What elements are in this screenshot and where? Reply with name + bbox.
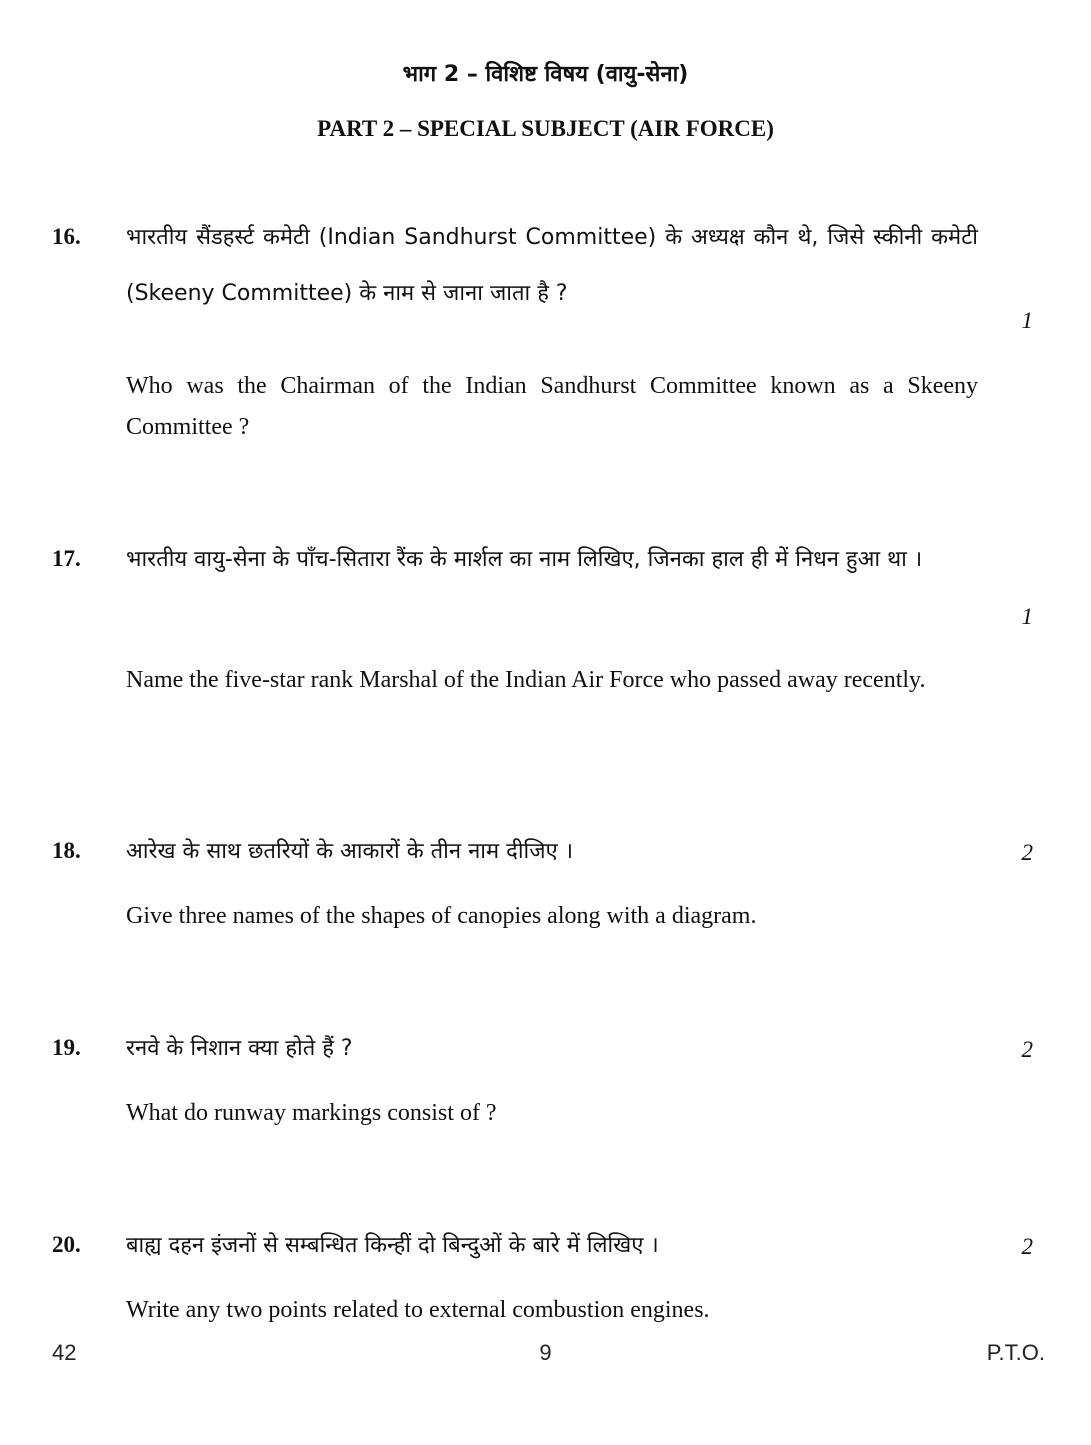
- question-text-hindi: भारतीय सैंडहर्स्ट कमेटी (Indian Sandhurst Committee) के अध्यक्ष कौन थे, जिसे स्कीनी कमेटी (Skeeny Committee) के नाम से जाना जाता है ?: [126, 225, 978, 306]
- question-marks: 2: [1021, 1234, 1033, 1259]
- question-number: 19.: [52, 1035, 81, 1060]
- question-marks: 2: [1021, 1037, 1033, 1062]
- question-number: 17.: [52, 546, 81, 571]
- part-title-english: PART 2 – SPECIAL SUBJECT (AIR FORCE): [317, 116, 774, 141]
- question-marks: 1: [1021, 604, 1033, 629]
- question-marks: 2: [1021, 840, 1033, 865]
- question-marks: 1: [1021, 308, 1033, 333]
- page-number: 9: [539, 1340, 552, 1365]
- question-number: 20.: [52, 1232, 81, 1257]
- question-text-hindi: रनवे के निशान क्या होते हैं ?: [126, 1036, 353, 1061]
- please-turn-over: P.T.O.: [986, 1340, 1045, 1365]
- question-text-english: What do runway markings consist of ?: [126, 1100, 497, 1126]
- question-text-english: Give three names of the shapes of canopies along with a diagram.: [126, 903, 757, 929]
- question-number: 16.: [52, 224, 81, 249]
- question-text-hindi: आरेख के साथ छतरियों के आकारों के तीन नाम दीजिए ।: [126, 839, 574, 864]
- part-title-hindi: भाग 2 – विशिष्ट विषय (वायु-सेना): [402, 62, 689, 87]
- question-text-english: Write any two points related to external combustion engines.: [126, 1297, 710, 1323]
- paper-code: 42: [52, 1340, 77, 1365]
- question-number: 18.: [52, 838, 81, 863]
- question-text-english: Who was the Chairman of the Indian Sandhurst Committee known as a Skeeny Committee ?: [126, 373, 978, 440]
- question-text-english: Name the five-star rank Marshal of the Indian Air Force who passed away recently.: [126, 667, 926, 693]
- question-text-hindi: भारतीय वायु-सेना के पाँच-सितारा रैंक के मार्शल का नाम लिखिए, जिनका हाल ही में निधन हुआ था ।: [126, 547, 923, 572]
- question-text-hindi: बाह्य दहन इंजनों से सम्बन्धित किन्हीं दो बिन्दुओं के बारे में लिखिए ।: [126, 1233, 659, 1258]
